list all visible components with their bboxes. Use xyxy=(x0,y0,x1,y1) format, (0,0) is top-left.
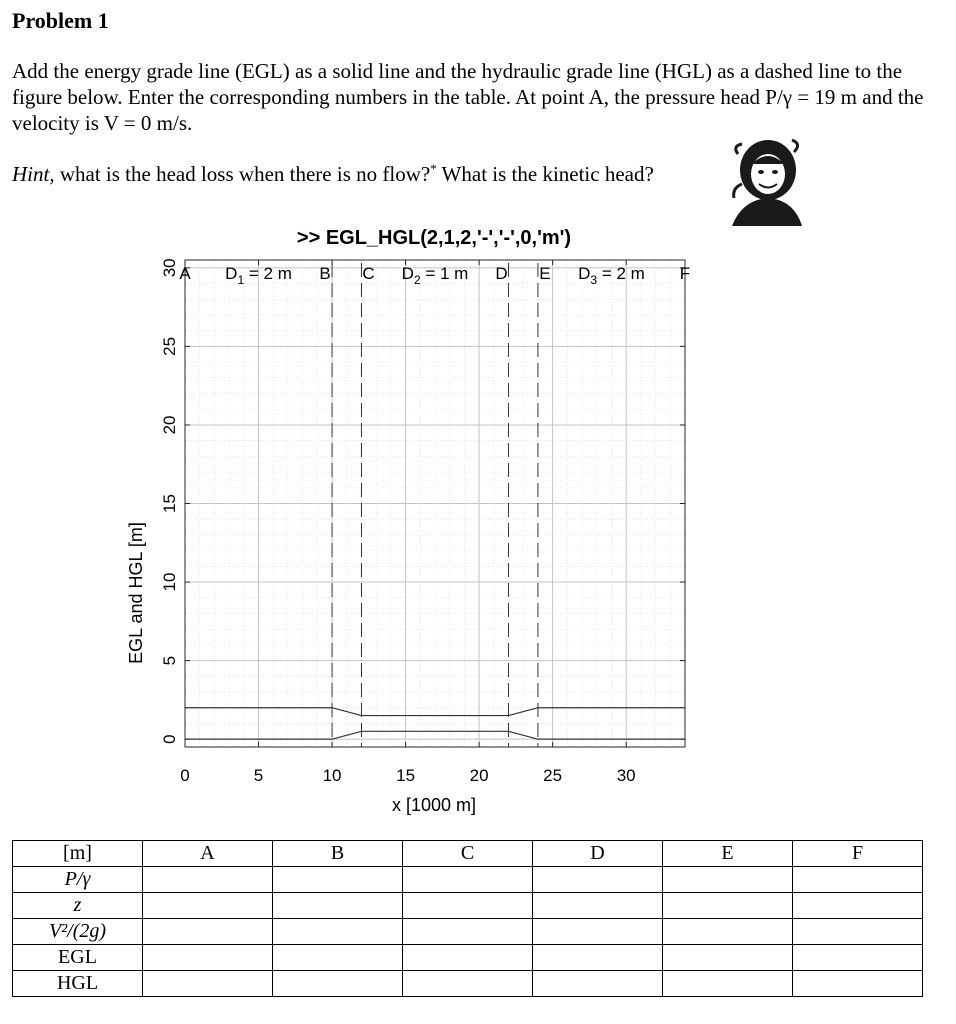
x-tick-label: 20 xyxy=(469,766,489,785)
answer-cell[interactable] xyxy=(793,893,923,919)
answer-cell[interactable] xyxy=(663,971,793,997)
x-tick-label: 5 xyxy=(253,766,264,785)
egl-hgl-figure xyxy=(0,220,956,820)
answer-cell[interactable] xyxy=(403,867,533,893)
diameter-label-3: $D_3 = 2$ m xyxy=(578,264,645,287)
answer-cell[interactable] xyxy=(533,893,663,919)
y-tick-label: 0 xyxy=(160,734,179,744)
hint-footnote-mark: * xyxy=(430,161,437,176)
problem-title: Problem 1 xyxy=(12,8,109,33)
table-row xyxy=(13,867,923,893)
hint-text: what is the head loss when there is no flow? xyxy=(54,162,431,186)
y-tick-label: 20 xyxy=(160,415,179,435)
answer-cell[interactable] xyxy=(533,867,663,893)
answer-cell[interactable] xyxy=(403,919,533,945)
table-header-row xyxy=(13,841,923,867)
axes-layer xyxy=(160,258,685,785)
table-row xyxy=(13,893,923,919)
y-tick-label: 5 xyxy=(160,655,179,666)
answer-cell[interactable] xyxy=(403,971,533,997)
diameter-label-1: $D_1 = 2$ m xyxy=(225,264,292,287)
hint-label: Hint, xyxy=(12,162,55,186)
x-tick-label: 30 xyxy=(616,766,636,785)
diameter-label-2: $D_2 = 1$ m xyxy=(401,264,469,287)
answer-cell[interactable] xyxy=(143,945,273,971)
answer-cell[interactable] xyxy=(273,945,403,971)
row-label-cell: EGL xyxy=(13,945,143,971)
hint-line xyxy=(12,161,654,187)
grid-layer xyxy=(185,260,685,747)
point-header-cell: B xyxy=(273,841,403,867)
point-label-a: A xyxy=(179,264,191,283)
answer-cell[interactable] xyxy=(143,867,273,893)
row-label-cell: HGL xyxy=(13,971,143,997)
answer-cell[interactable] xyxy=(793,867,923,893)
answer-cell[interactable] xyxy=(533,945,663,971)
point-label-f: F xyxy=(679,264,691,283)
answer-cell[interactable] xyxy=(273,971,403,997)
pipe-top-wall xyxy=(185,708,685,716)
point-header-cell: F xyxy=(793,841,923,867)
row-label-cell: V²/(2g) xyxy=(13,919,143,945)
unit-header-cell: [m] xyxy=(13,841,143,867)
y-axis-label: EGL and HGL [m] xyxy=(126,522,146,664)
point-label-e: E xyxy=(539,264,551,283)
answer-cell[interactable] xyxy=(273,893,403,919)
point-label-c: C xyxy=(362,264,375,283)
y-tick-label: 15 xyxy=(160,494,179,513)
point-header-cell: D xyxy=(533,841,663,867)
results-table xyxy=(12,840,923,997)
table-row xyxy=(13,919,923,945)
answer-cell[interactable] xyxy=(533,971,663,997)
answer-cell[interactable] xyxy=(273,919,403,945)
x-axis-label: x [1000 m] xyxy=(391,795,477,815)
answer-cell[interactable] xyxy=(273,867,403,893)
answer-cell[interactable] xyxy=(663,919,793,945)
answer-cell[interactable] xyxy=(143,919,273,945)
portrait-image xyxy=(724,134,808,226)
answer-cell[interactable] xyxy=(663,867,793,893)
x-tick-label: 10 xyxy=(322,766,342,785)
x-tick-label: 25 xyxy=(543,766,563,785)
table-row xyxy=(13,971,923,997)
answer-cell[interactable] xyxy=(793,971,923,997)
answer-cell[interactable] xyxy=(793,945,923,971)
y-tick-label: 10 xyxy=(160,572,179,592)
y-tick-label: 25 xyxy=(160,336,179,356)
answer-cell[interactable] xyxy=(143,971,273,997)
row-label-cell: z xyxy=(13,893,143,919)
point-header-cell: E xyxy=(663,841,793,867)
instructions-text: Add the energy grade line (EGL) as a solid line and the hydraulic grade line (HGL) as a dashed line to the figure below. Enter the corresponding numbers in the table. At point A, the pressure head P/γ = 19 m and the velocity is V = 0 m/s. xyxy=(12,59,924,135)
answer-cell[interactable] xyxy=(143,893,273,919)
hint-text-2: What is the kinetic head? xyxy=(436,162,654,186)
x-tick-label: 15 xyxy=(396,766,416,785)
row-label-cell: P/γ xyxy=(13,867,143,893)
point-header-cell: C xyxy=(403,841,533,867)
x-tick-label: 0 xyxy=(180,766,190,785)
answer-cell[interactable] xyxy=(403,945,533,971)
answer-cell[interactable] xyxy=(533,919,663,945)
point-label-b: B xyxy=(319,264,331,283)
point-header-cell: A xyxy=(143,841,273,867)
chart-title: >> EGL_HGL(2,1,2,'-','-',0,'m') xyxy=(296,227,572,249)
y-tick-label: 30 xyxy=(160,258,179,278)
answer-cell[interactable] xyxy=(663,893,793,919)
answer-cell[interactable] xyxy=(793,919,923,945)
point-label-d: D xyxy=(495,264,508,283)
table-row xyxy=(13,945,923,971)
answer-cell[interactable] xyxy=(403,893,533,919)
answer-cell[interactable] xyxy=(663,945,793,971)
